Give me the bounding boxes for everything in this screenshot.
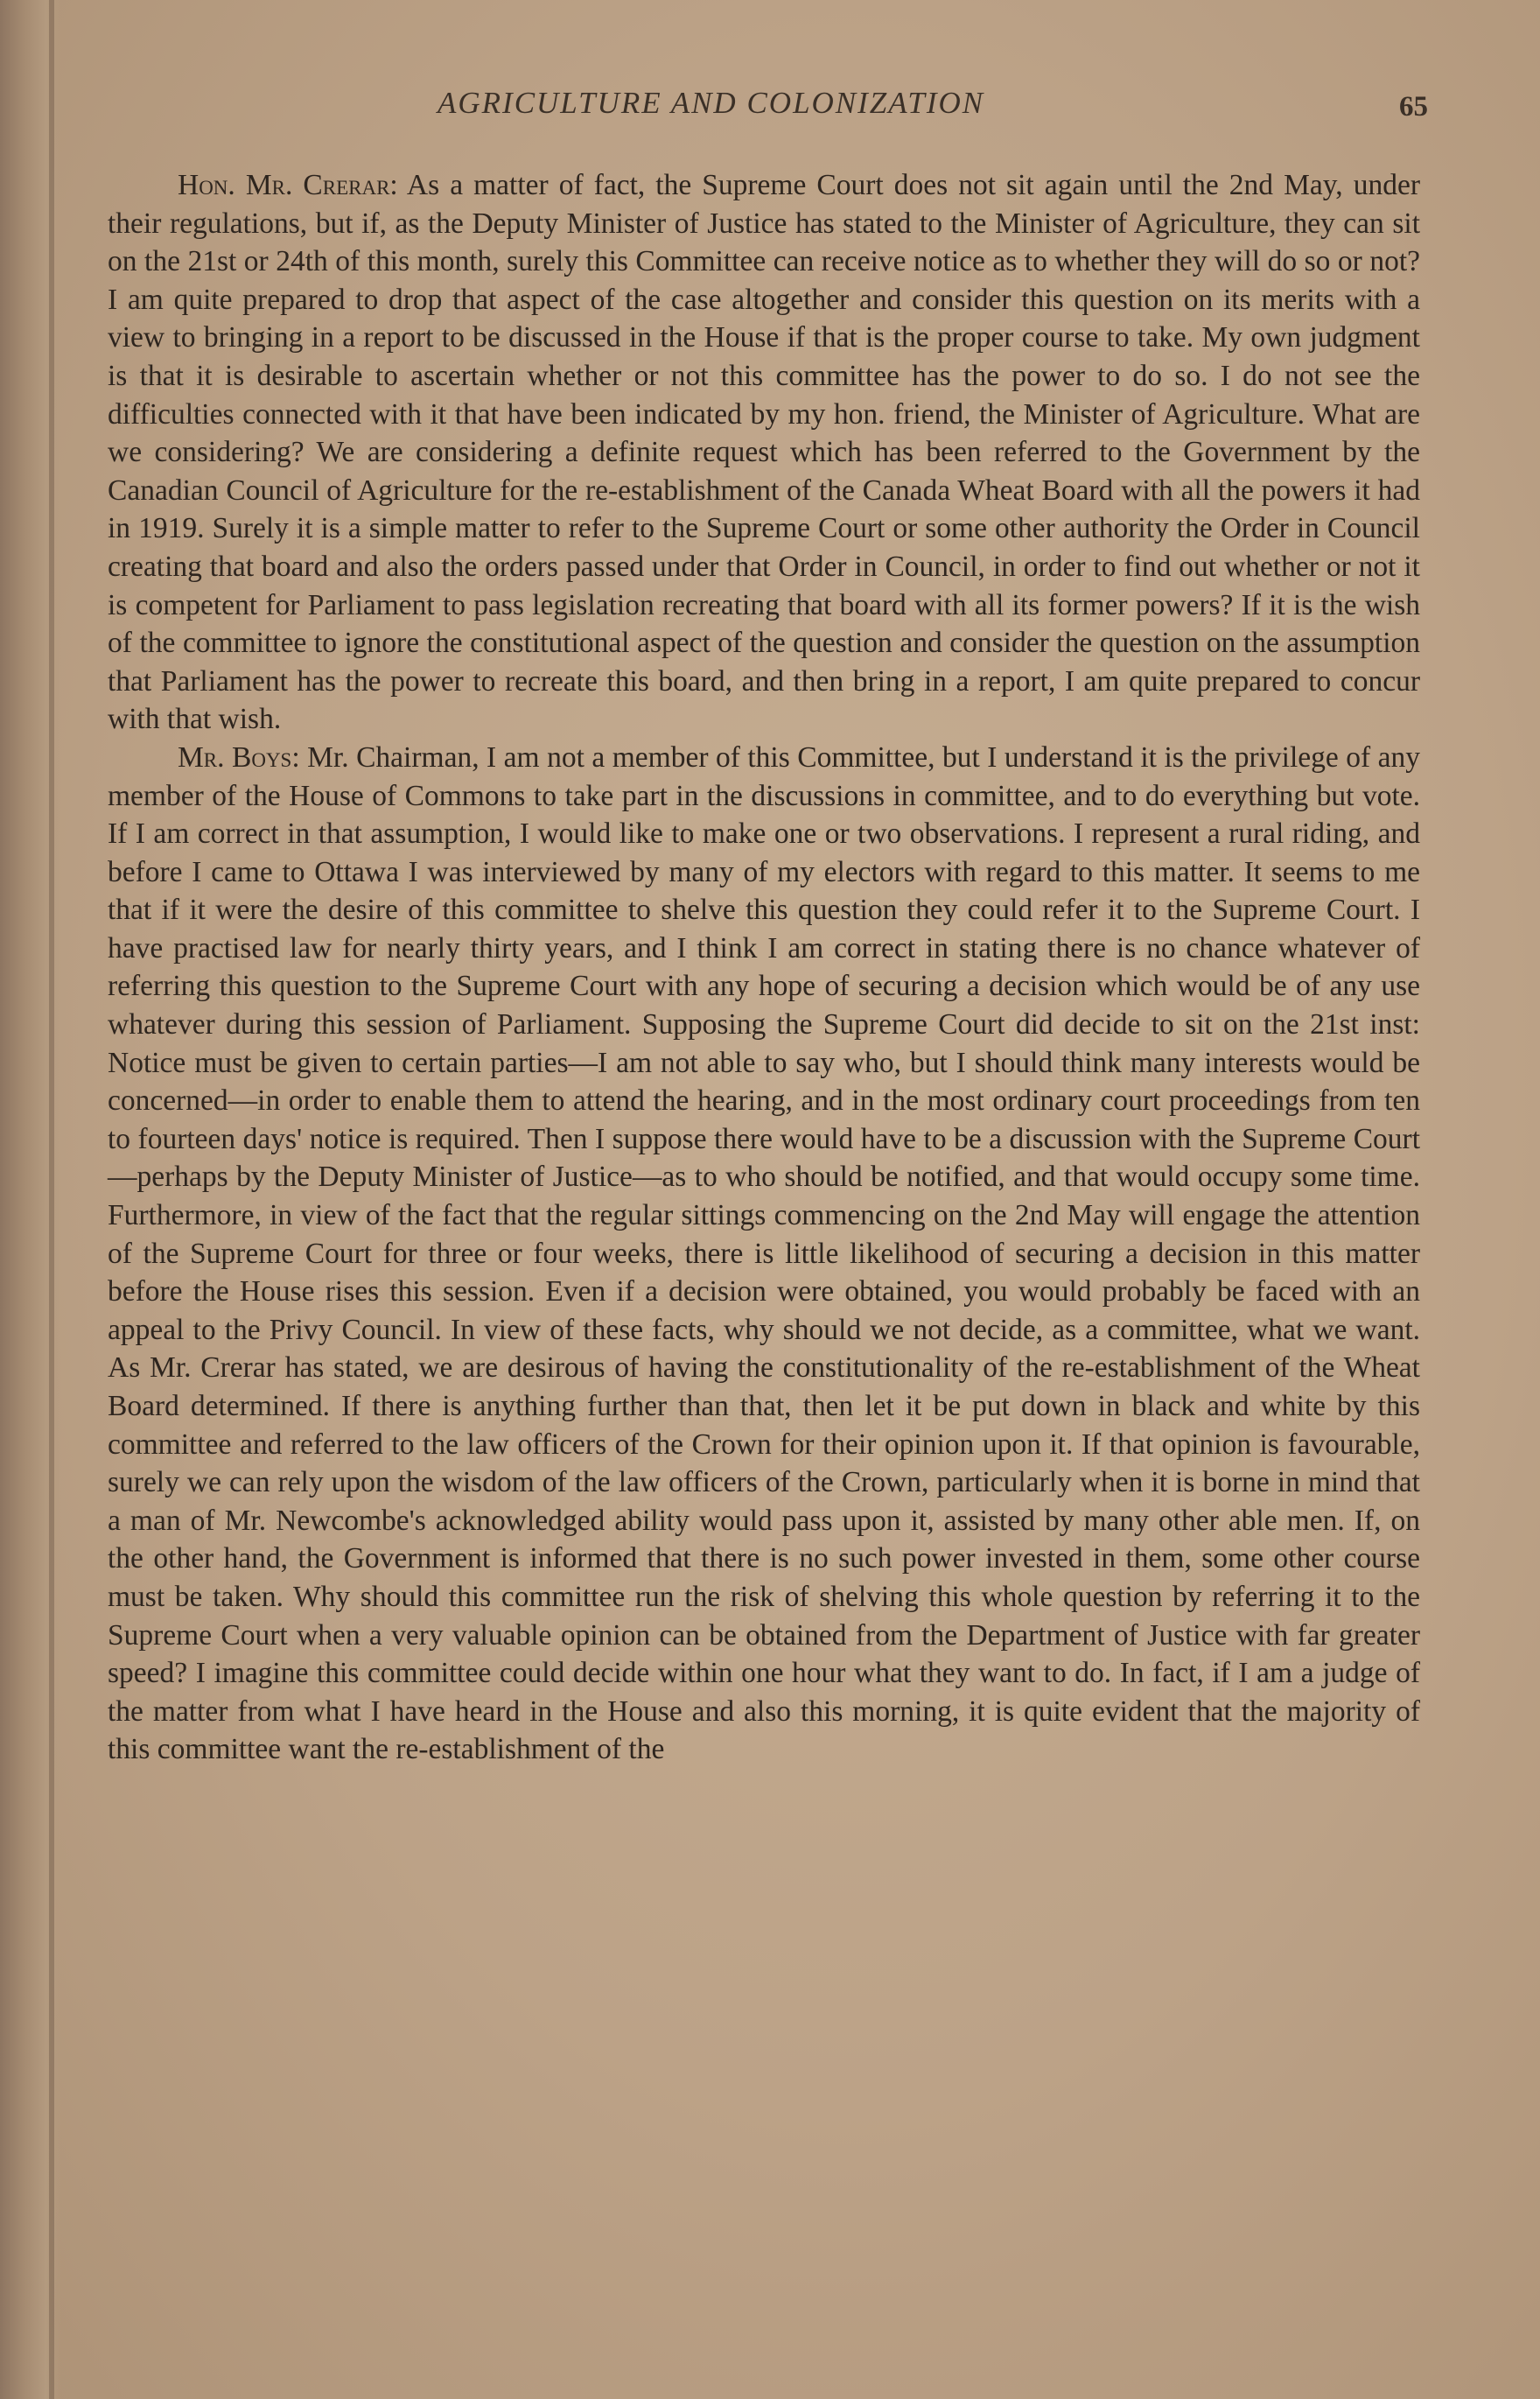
running-title: AGRICULTURE AND COLONIZATION bbox=[438, 86, 985, 120]
speaker-name: Hon. Mr. Crerar: bbox=[178, 169, 398, 201]
page-header bbox=[0, 86, 1540, 128]
paragraph-text: As a matter of fact, the Supreme Court does not sit again until the 2nd May, under their regulations, but if, as the Deputy Minister of Justice has stated to the Minister of Agriculture, they can sit on the 21st or 24th of this month, surely this Committee can receive notice as to whether they will do so or not? I am quite prepared to drop that aspect of the case altogether and consider this question on its merits with a view to bringing in a report to be discussed in the House if that is the proper course to take. My own judgment is that it is desirable to ascertain whether or not this committee has the power to do so. I do not see the difficulties connected with it that have been indicated by my hon. friend, the Minister of Agriculture. What are we considering? We are considering a definite request which has been referred to the Government by the Canadian Council of Agriculture for the re-establishment of the Canada Wheat Board with all the powers it had in 1919. Surely it is a simple matter to refer to the Supreme Court or some other authority the Order in Council creating that board and also the orders passed under that Order in Council, in order to find out whether or not it is competent for Parliament to pass legislation recreating that board with all its former powers? If it is the wish of the committee to ignore the constitutional aspect of the question and consider the question on the assumption that Parliament has the power to recreate this board, and then bring in a report, I am quite prepared to concur with that wish. bbox=[108, 169, 1420, 736]
speaker-name: Mr. Boys: bbox=[178, 740, 300, 774]
paragraph-crerar bbox=[108, 166, 1420, 739]
paragraph-text: Mr. Chairman, I am not a member of this Committee, but I understand it is the privilege of any member of the House of Commons to take part in the discussions in committee, and to do everything but vote. If I am correct in that assumption, I would like to make one or two observations. I represent a rural riding, and before I came to Ottawa I was interviewed by many of my electors with regard to this matter. It seems to me that if it were the desire of this committee to shelve this question they could refer it to the Supreme Court. I have practised law for nearly thirty years, and I think I am correct in stating there is no chance whatever of referring this question to the Supreme Court with any hope of securing a decision which would be of any use whatever during this session of Parliament. Supposing the Supreme Court did decide to sit on the 21st inst: Notice must be given to certain parties—I am not able to say who, but I should think many interests would be concerned—in order to enable them to attend the hearing, and in the most ordinary court proceedings from ten to fourteen days' notice is required. Then I suppose there would have to be a discussion with the Supreme Court—perhaps by the Deputy Minister of Justice—as to who should be notified, and that would occupy some time. Furthermore, in view of the fact that the regular sittings commencing on the 2nd May will engage the attention of the Supreme Court for three or four weeks, there is little likelihood of securing a decision in this matter before the House rises this session. Even if a decision were obtained, you would probably be faced with an appeal to the Privy Council. In view of these facts, why should we not decide, as a committee, what we want. As Mr. Crerar has stated, we are desirous of having the constitutionality of the re-establishment of the Wheat Board determined. If there is anything further than that, then let it be put down in black and white by this committee and referred to the law officers of the Crown for their opinion upon it. If that opinion is favourable, surely we can rely upon the wisdom of the law officers of the Crown, particularly when it is borne in mind that a man of Mr. Newcombe's acknowledged ability would pass upon it, assisted by many other able men. If, on the other hand, the Government is informed that there is no such power invested in them, some other course must be taken. Why should this committee run the risk of shelving this whole question by referring it to the Supreme Court when a very valuable opinion can be obtained from the Department of Justice with far greater speed? I imagine this committee could decide within one hour what they want to do. In fact, if I am a judge of the matter from what I have heard in the House and also this morning, it is quite evident that the majority of this committee want the re-establishment of the bbox=[108, 740, 1420, 1766]
book-binding-edge bbox=[0, 0, 61, 2399]
page-body bbox=[108, 166, 1420, 1769]
paragraph-boys bbox=[108, 739, 1420, 1769]
page-number: 65 bbox=[1399, 91, 1428, 123]
